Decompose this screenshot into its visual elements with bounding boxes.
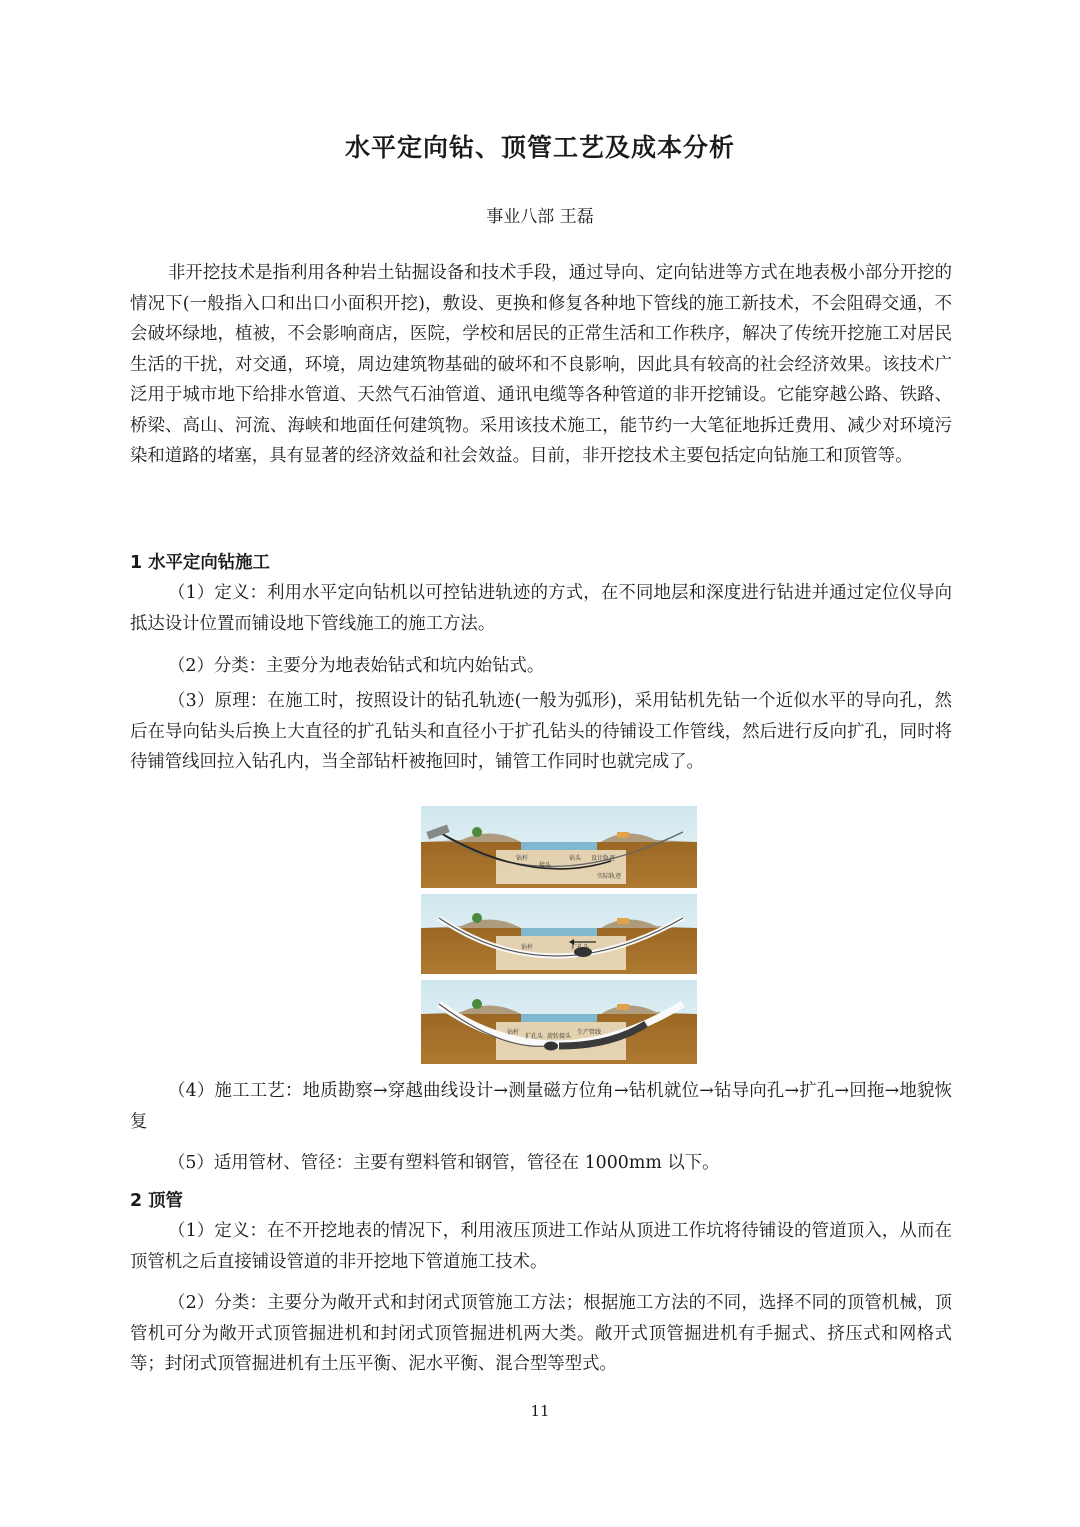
section-1-process: （4）施工工艺：地质勘察→穿越曲线设计→测量磁方位角→钻机就位→钻导向孔→扩孔→回拖→地貌恢复 bbox=[130, 1081, 952, 1132]
panel-2-label-reamer: 扩孔头 bbox=[571, 944, 590, 951]
panel-2-label-drill-rod: 钻杆 bbox=[521, 944, 534, 951]
section-1-principle: （3）原理：在施工时，按照设计的钻孔轨迹(一般为弧形)，采用钻机先钻一个近似水平的导向孔，然后在导向钻头后换上大直径的扩孔钻头和直径小于扩孔钻头的待铺设工作管线，然后进行反向扩孔，同时将待铺管线回拉入钻孔内，当全部钻杆被拖回时，铺管工作同时也就完成了。 bbox=[130, 691, 952, 772]
panel-3-label-reamer: 扩孔头 bbox=[525, 1033, 544, 1040]
section-1-pipe-materials: （5）适用管材、管径：主要有塑料管和钢管，管径在 1000mm 以下。 bbox=[168, 1153, 720, 1173]
section-2-heading: 2 顶管 bbox=[130, 1191, 183, 1211]
intro-paragraph: 非开挖技术是指利用各种岩土钻掘设备和技术手段，通过导向、定向钻进等方式在地表极小部分开挖的情况下(一般指入口和出口小面积开挖)，敷设、更换和修复各种地下管线的施工新技术，不会阻碍交通，不会破坏绿地，植被，不会影响商店，医院，学校和居民的正常生活和工作秩序，解决了传统开挖施工对居民生活的干扰，对交通，环境，周边建筑物基础的破坏和不良影响，因此具有较高的社会经济效果。该技术广泛用于城市地下给排水管道、天然气石油管道、通讯电缆等各种管道的非开挖铺设。它能穿越公路、铁路、桥梁、高山、河流、海峡和地面任何建筑物。采用该技术施工，能节约一大笔征地拆迁费用、减少对环境污染和道路的堵塞，具有显著的经济效益和社会效益。目前，非开挖技术主要包括定向钻施工和顶管等。 bbox=[130, 263, 952, 466]
panel-1-label-joint: 接头 bbox=[539, 862, 552, 869]
author-line: 事业八部 王磊 bbox=[486, 207, 594, 227]
section-1-classification: （2）分类：主要分为地表始钻式和坑内始钻式。 bbox=[168, 656, 545, 676]
panel-1-label-drill-rod: 钻杆 bbox=[516, 855, 529, 862]
panel-3-label-drill-rod: 钻杆 bbox=[507, 1029, 520, 1036]
figure-panel-pullback bbox=[421, 980, 697, 1064]
section-2-definition: （1）定义：在不开挖地表的情况下，利用液压顶进工作站从顶进工作坑将待铺设的管道顶入，从而在顶管机之后直接铺设管道的非开挖地下管道施工技术。 bbox=[130, 1221, 952, 1272]
section-1-heading: 1 水平定向钻施工 bbox=[130, 553, 270, 573]
figure-panel-reaming bbox=[421, 894, 697, 974]
hdd-process-figure bbox=[421, 806, 697, 1064]
panel-3-label-swivel: 旋转接头 bbox=[547, 1033, 572, 1040]
section-2-classification: （2）分类：主要分为敞开式和封闭式顶管施工方法；根据施工方法的不同，选择不同的顶管机械，顶管机可分为敞开式顶管掘进机和封闭式顶管掘进机两大类。敞开式顶管掘进机有手掘式、挤压式和网格式等；封闭式顶管掘进机有土压平衡、泥水平衡、混合型等型式。 bbox=[130, 1293, 952, 1374]
figure-panel-pilot-hole bbox=[421, 806, 697, 888]
panel-1-label-actual-path: 实际轨迹 bbox=[597, 873, 622, 880]
hdd-process-illustration bbox=[421, 806, 697, 1064]
panel-1-label-design-path: 设计轨迹 bbox=[591, 855, 616, 862]
panel-1-label-bit: 钻头 bbox=[569, 855, 582, 862]
page-number: 11 bbox=[530, 1402, 550, 1420]
panel-3-label-product-pipe: 生产管线 bbox=[577, 1029, 602, 1036]
section-1-definition: （1）定义：利用水平定向钻机以可控钻进轨迹的方式，在不同地层和深度进行钻进并通过定位仪导向抵达设计位置而铺设地下管线施工的施工方法。 bbox=[130, 583, 952, 634]
page-title: 水平定向钻、顶管工艺及成本分析 bbox=[344, 133, 735, 162]
